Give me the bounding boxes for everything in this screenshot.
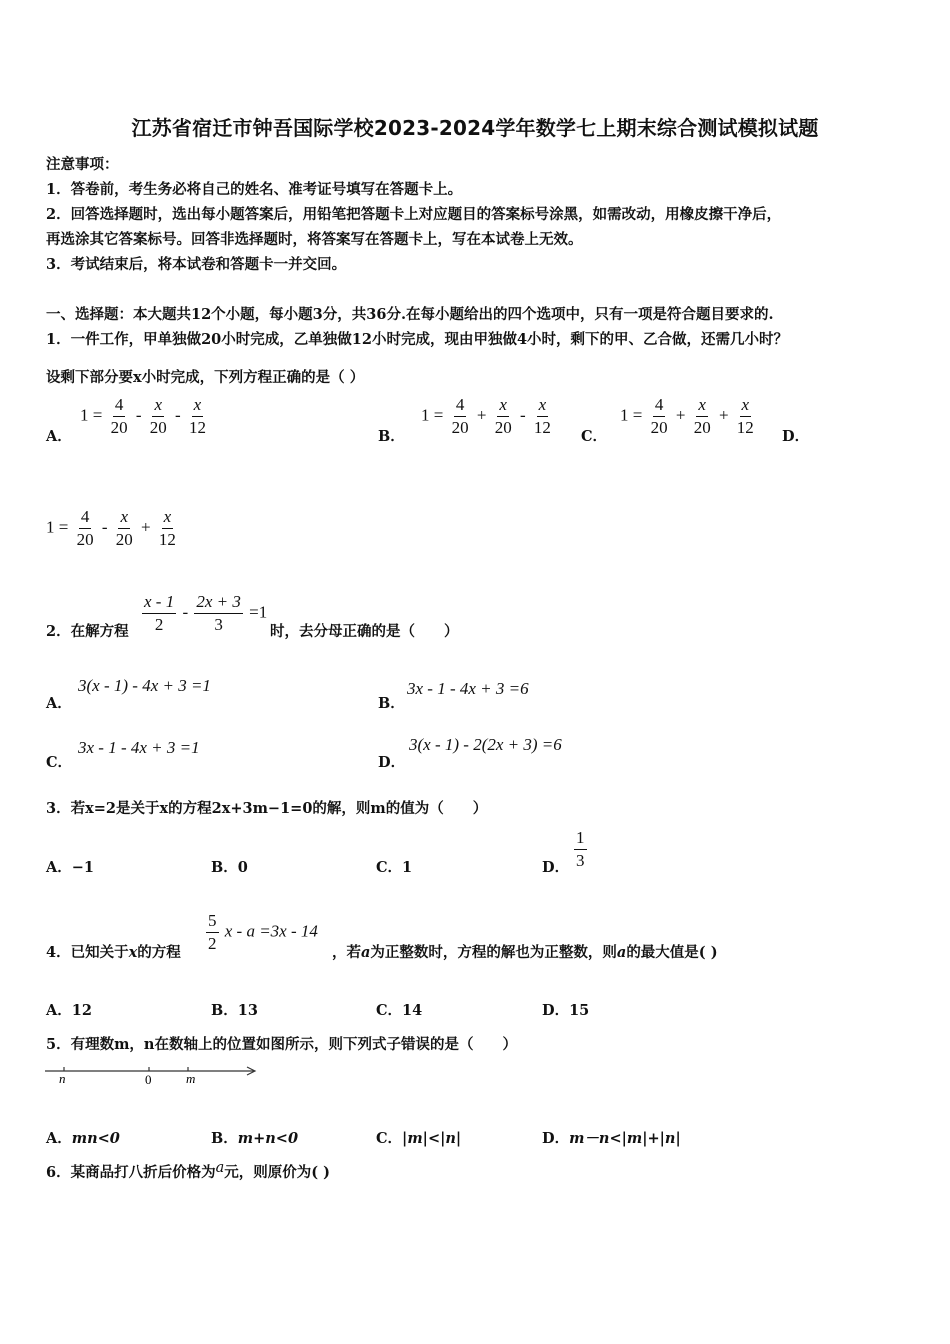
- q1-option-a-equation: 1 = $\frac{4}{20}$ - $\frac{x}{20}$ - $\frac{x}{12}$: [80, 395, 206, 437]
- q2-option-b-label[interactable]: B．: [378, 695, 405, 712]
- q4-option-b[interactable]: B．13: [211, 1002, 258, 1019]
- q6-stem: 6．某商品打八折后价格为a元，则原价为( ): [46, 1160, 331, 1181]
- q1-option-b-equation: 1 = $\frac{4}{20}$ + $\frac{x}{20}$ - $\frac{x}{12}$: [421, 395, 551, 437]
- q1-option-c-label[interactable]: C．: [581, 428, 608, 445]
- q3-option-b[interactable]: B．0: [211, 859, 248, 876]
- q1-option-d-label[interactable]: D．: [782, 428, 810, 445]
- q2-option-c: 3x - 1 - 4x + 3 =1: [78, 738, 200, 757]
- q3-option-c[interactable]: C．1: [376, 859, 413, 876]
- q2-stem-pre: 2．在解方程: [46, 623, 129, 640]
- q3-option-d-fraction: $\frac{1}{3}$: [576, 828, 585, 870]
- q4-option-c[interactable]: C．14: [376, 1002, 423, 1019]
- q2-option-d-label[interactable]: D．: [378, 754, 406, 771]
- q2-option-b: 3x - 1 - 4x + 3 =6: [407, 679, 529, 698]
- q1-option-c-equation: 1 = $\frac{4}{20}$ + $\frac{x}{20}$ + $\frac{x}{12}$: [620, 395, 754, 437]
- q1-option-a-label[interactable]: A．: [46, 428, 72, 445]
- q1-stem: 1．一件工作，甲单独做20小时完成，乙单独做12小时完成，现由甲独做4小时，剩下的甲、乙合做，还需几小时？: [46, 331, 789, 348]
- q5-option-d[interactable]: D．m－n<|m|+|n|: [542, 1130, 681, 1147]
- q4-option-a[interactable]: A．12: [46, 1002, 92, 1019]
- q1-option-b-label[interactable]: B．: [378, 428, 405, 445]
- q5-option-a[interactable]: A．mn<0: [46, 1130, 120, 1147]
- q2-option-c-label[interactable]: C．: [46, 754, 73, 771]
- label-n: n: [59, 1071, 66, 1086]
- number-line-figure: [40, 1058, 270, 1092]
- label-m: m: [186, 1071, 196, 1086]
- q4-stem-post: ，若a为正整数时，方程的解也为正整数，则a的最大值是( ): [332, 944, 718, 961]
- notice-item: 2．回答选择题时，选出每小题答案后，用铅笔把答题卡上对应题目的答案标号涂黑，如需改动，用橡皮擦干净后，: [46, 206, 782, 223]
- q1-stem-2: 设剩下部分要x小时完成，下列方程正确的是（ ）: [46, 369, 365, 386]
- q2-option-d: 3(x - 1) - 2(2x + 3) =6: [409, 735, 562, 754]
- q4-equation: $\frac{5}{2}$ x - a =3x - 14: [208, 911, 318, 953]
- section-heading: 一、选择题：本大题共12个小题，每小题3分，共36分.在每小题给出的四个选项中，只有一项是符合题目要求的.: [46, 306, 774, 323]
- notice-heading: 注意事项：: [46, 156, 119, 173]
- notice-item: 再选涂其它答案标号。回答非选择题时，将答案写在答题卡上，写在本试卷上无效。: [46, 231, 583, 248]
- q4-stem: 4．已知关于x的方程: [46, 944, 181, 961]
- q2-equation: $\frac{x - 1}{2}$ - $\frac{2x + 3}{3}$ =1: [144, 592, 268, 634]
- q2-option-a: 3(x - 1) - 4x + 3 =1: [78, 676, 211, 695]
- q5-option-b[interactable]: B．m+n<0: [211, 1130, 299, 1147]
- q5-stem: 5．有理数m，n在数轴上的位置如图所示，则下列式子错误的是（ ）: [46, 1036, 517, 1053]
- q4-option-d[interactable]: D．15: [542, 1002, 590, 1019]
- q5-option-c[interactable]: C．|m|<|n|: [376, 1130, 462, 1147]
- q3-option-a[interactable]: A．−1: [46, 859, 95, 876]
- label-zero: 0: [145, 1072, 152, 1087]
- q1-option-d-equation: 1 = $\frac{4}{20}$ - $\frac{x}{20}$ + $\frac{x}{12}$: [46, 507, 176, 549]
- notice-item: 1．答卷前，考生务必将自己的姓名、准考证号填写在答题卡上。: [46, 181, 463, 198]
- page-title: 江苏省宿迁市钟吾国际学校2023-2024学年数学七上期末综合测试模拟试题: [131, 116, 819, 140]
- q3-stem: 3．若x=2是关于x的方程2x+3m−1=0的解，则m的值为（ ）: [46, 800, 488, 817]
- notice-item: 3．考试结束后，将本试卷和答题卡一并交回。: [46, 256, 347, 273]
- q2-stem-post: 时，去分母正确的是（ ）: [270, 623, 459, 640]
- q2-option-a-label[interactable]: A．: [46, 695, 72, 712]
- q3-option-d-label[interactable]: D．: [542, 859, 570, 876]
